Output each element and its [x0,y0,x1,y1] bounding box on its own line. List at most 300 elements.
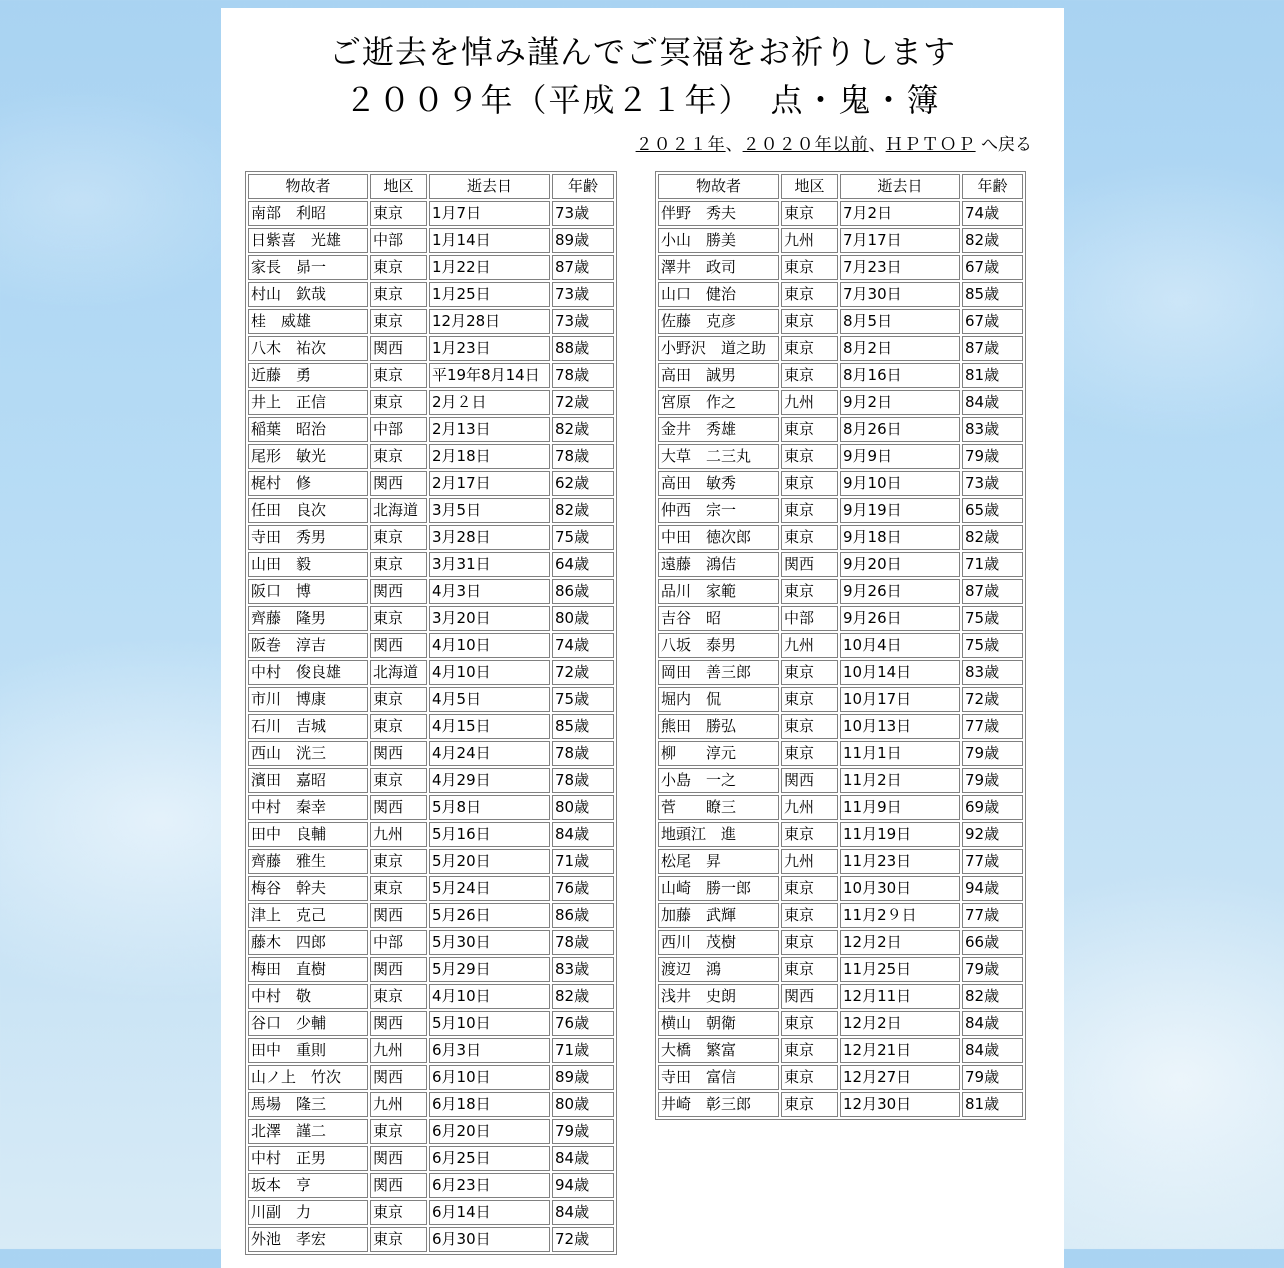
table-row [248,741,614,766]
cell-date-of-death: 4月29日 [429,768,550,793]
cell-deceased-name: 菅 瞭三 [658,795,779,820]
cell-age: 64歳 [552,552,614,577]
table-row [248,1173,614,1198]
table-row [248,255,614,280]
cell-region: 関西 [781,984,838,1009]
cell-age: 84歳 [962,390,1023,415]
cell-region: 東京 [781,660,838,685]
table-row [658,822,1023,847]
cell-deceased-name: 八木 祐次 [248,336,368,361]
cell-date-of-death: 9月26日 [840,579,960,604]
table-row [248,606,614,631]
table-row [248,1092,614,1117]
cell-date-of-death: 12月28日 [429,309,550,334]
cell-age: 79歳 [962,1065,1023,1090]
cell-region: 東京 [781,687,838,712]
cell-region: 九州 [781,228,838,253]
cell-age: 75歳 [962,633,1023,658]
cell-date-of-death: 2月13日 [429,417,550,442]
obituary-table-left [245,171,617,1255]
cell-date-of-death: 12月11日 [840,984,960,1009]
cell-deceased-name: 山崎 勝一郎 [658,876,779,901]
cell-deceased-name: 小野沢 道之助 [658,336,779,361]
cell-date-of-death: 1月23日 [429,336,550,361]
cell-date-of-death: 11月19日 [840,822,960,847]
cell-region: 東京 [370,714,427,739]
cell-date-of-death: 10月13日 [840,714,960,739]
cell-region: 東京 [370,201,427,226]
cell-age: 86歳 [552,903,614,928]
cell-date-of-death: 11月23日 [840,849,960,874]
cell-date-of-death: 10月4日 [840,633,960,658]
cell-deceased-name: 中田 徳次郎 [658,525,779,550]
cell-region: 東京 [781,336,838,361]
cell-age: 77歳 [962,903,1023,928]
table-row [658,417,1023,442]
link-hp-top[interactable]: ＨＰＴＯＰ [885,135,976,155]
cell-age: 75歳 [962,606,1023,631]
cell-age: 87歳 [962,579,1023,604]
cell-age: 84歳 [552,1146,614,1171]
nav-separator: 、 [868,135,886,155]
cell-age: 83歳 [962,660,1023,685]
cell-deceased-name: 阪口 博 [248,579,368,604]
cell-deceased-name: 田中 重則 [248,1038,368,1063]
cell-deceased-name: 山田 毅 [248,552,368,577]
cell-deceased-name: 松尾 昇 [658,849,779,874]
cell-region: 東京 [781,1038,838,1063]
cell-region: 北海道 [370,660,427,685]
cell-region: 東京 [781,957,838,982]
cell-deceased-name: 坂本 亨 [248,1173,368,1198]
cell-deceased-name: 金井 秀雄 [658,417,779,442]
cell-region: 東京 [370,255,427,280]
cell-region: 東京 [781,822,838,847]
cell-region: 中部 [370,228,427,253]
cell-date-of-death: 8月5日 [840,309,960,334]
cell-region: 関西 [370,741,427,766]
cell-deceased-name: 大草 二三丸 [658,444,779,469]
cell-deceased-name: 品川 家範 [658,579,779,604]
table-body-right [658,201,1023,1117]
cell-region: 東京 [781,741,838,766]
cell-age: 84歳 [552,1200,614,1225]
cell-date-of-death: 10月14日 [840,660,960,685]
cell-age: 76歳 [552,1011,614,1036]
cell-age: 84歳 [962,1038,1023,1063]
cell-date-of-death: 12月21日 [840,1038,960,1063]
cell-region: 関西 [781,768,838,793]
cell-deceased-name: 井上 正信 [248,390,368,415]
table-row [658,768,1023,793]
table-header-row [658,174,1023,199]
cell-deceased-name: 寺田 富信 [658,1065,779,1090]
cell-date-of-death: 10月30日 [840,876,960,901]
table-row [658,498,1023,523]
cell-region: 東京 [370,1227,427,1252]
table-row [248,768,614,793]
table-row [248,822,614,847]
table-row [658,309,1023,334]
cell-region: 東京 [370,1119,427,1144]
cell-date-of-death: 5月16日 [429,822,550,847]
table-row [658,579,1023,604]
table-row [248,1146,614,1171]
table-row [658,660,1023,685]
cell-deceased-name: 津上 克己 [248,903,368,928]
table-row [248,1065,614,1090]
cell-age: 62歳 [552,471,614,496]
header-date-of-death: 逝去日 [840,174,960,199]
cell-region: 東京 [781,471,838,496]
cell-deceased-name: 梅田 直樹 [248,957,368,982]
cell-deceased-name: 尾形 敏光 [248,444,368,469]
cell-age: 82歳 [552,498,614,523]
table-row [248,1200,614,1225]
cell-deceased-name: 寺田 秀男 [248,525,368,550]
cell-age: 94歳 [552,1173,614,1198]
cell-date-of-death: 7月17日 [840,228,960,253]
cell-deceased-name: 伴野 秀夫 [658,201,779,226]
cell-date-of-death: 5月20日 [429,849,550,874]
cell-deceased-name: 任田 良次 [248,498,368,523]
cell-age: 82歳 [552,984,614,1009]
page-title: ご逝去を悼み謹んでご冥福をお祈りします [328,33,956,71]
cell-age: 71歳 [552,1038,614,1063]
table-row [248,1227,614,1252]
table-row [248,201,614,226]
cell-age: 84歳 [962,1011,1023,1036]
header-region: 地区 [781,174,838,199]
cell-region: 関西 [370,579,427,604]
cell-deceased-name: 桂 威雄 [248,309,368,334]
cell-region: 東京 [370,606,427,631]
table-row [248,498,614,523]
cell-deceased-name: 渡辺 鴻 [658,957,779,982]
cell-age: 65歳 [962,498,1023,523]
cell-region: 関西 [370,471,427,496]
cell-date-of-death: 6月20日 [429,1119,550,1144]
cell-age: 79歳 [962,444,1023,469]
cell-region: 関西 [781,552,838,577]
cell-date-of-death: 5月30日 [429,930,550,955]
cell-date-of-death: 1月22日 [429,255,550,280]
table-row [248,552,614,577]
cell-date-of-death: 11月9日 [840,795,960,820]
cell-age: 72歳 [552,1227,614,1252]
cell-date-of-death: 12月2日 [840,1011,960,1036]
cell-deceased-name: 西山 洸三 [248,741,368,766]
cell-region: 東京 [781,903,838,928]
cell-region: 九州 [781,795,838,820]
cell-age: 84歳 [552,822,614,847]
cell-age: 80歳 [552,795,614,820]
cell-age: 67歳 [962,255,1023,280]
cell-date-of-death: 6月30日 [429,1227,550,1252]
cell-date-of-death: 4月10日 [429,660,550,685]
table-row [248,876,614,901]
cell-date-of-death: 6月18日 [429,1092,550,1117]
cell-date-of-death: 11月1日 [840,741,960,766]
nav-return-text: へ戻る [975,135,1032,155]
obituary-table-right [655,171,1026,1120]
cell-age: 81歳 [962,1092,1023,1117]
cell-region: 東京 [781,498,838,523]
cell-deceased-name: 谷口 少輔 [248,1011,368,1036]
cell-age: 81歳 [962,363,1023,388]
table-row [658,984,1023,1009]
cell-region: 関西 [370,1146,427,1171]
table-row [658,795,1023,820]
cell-age: 72歳 [552,660,614,685]
cell-region: 東京 [370,984,427,1009]
table-row [248,228,614,253]
cell-date-of-death: 12月2日 [840,930,960,955]
cell-age: 72歳 [962,687,1023,712]
cell-deceased-name: 近藤 勇 [248,363,368,388]
table-row [248,795,614,820]
cell-date-of-death: 2月17日 [429,471,550,496]
cell-age: 73歳 [552,201,614,226]
cell-deceased-name: 仲西 宗一 [658,498,779,523]
cell-deceased-name: 中村 敬 [248,984,368,1009]
cell-date-of-death: 6月23日 [429,1173,550,1198]
cell-deceased-name: 宮原 作之 [658,390,779,415]
cell-region: 九州 [781,849,838,874]
cell-date-of-death: 4月24日 [429,741,550,766]
cell-date-of-death: 8月16日 [840,363,960,388]
cell-deceased-name: 柳 淳元 [658,741,779,766]
table-row [658,876,1023,901]
cell-region: 関西 [370,1173,427,1198]
table-row [658,444,1023,469]
cell-date-of-death: 3月5日 [429,498,550,523]
table-row [658,687,1023,712]
cell-region: 中部 [781,606,838,631]
cell-age: 89歳 [552,1065,614,1090]
cell-age: 82歳 [552,417,614,442]
cell-deceased-name: 日紫喜 光雄 [248,228,368,253]
cell-age: 88歳 [552,336,614,361]
cell-region: 東京 [370,687,427,712]
link-2020-and-before[interactable]: ２０２０年以前 [742,135,869,155]
cell-deceased-name: 市川 博康 [248,687,368,712]
cell-age: 77歳 [962,849,1023,874]
table-row [248,660,614,685]
cell-date-of-death: 2月18日 [429,444,550,469]
cell-date-of-death: 9月9日 [840,444,960,469]
cell-age: 78歳 [552,363,614,388]
cell-deceased-name: 外池 孝宏 [248,1227,368,1252]
cell-age: 74歳 [552,633,614,658]
cell-region: 九州 [370,1092,427,1117]
cell-region: 東京 [781,417,838,442]
table-row [248,417,614,442]
cell-date-of-death: 11月25日 [840,957,960,982]
cell-deceased-name: 田中 良輔 [248,822,368,847]
nav-links [636,134,1032,156]
cell-deceased-name: 遠藤 鴻佶 [658,552,779,577]
cell-age: 69歳 [962,795,1023,820]
cell-date-of-death: 3月28日 [429,525,550,550]
cell-region: 東京 [781,714,838,739]
cell-date-of-death: 6月25日 [429,1146,550,1171]
cell-deceased-name: 熊田 勝弘 [658,714,779,739]
table-row [658,525,1023,550]
cell-age: 82歳 [962,228,1023,253]
table-row [248,849,614,874]
cell-date-of-death: 8月2日 [840,336,960,361]
cell-deceased-name: 高田 敏秀 [658,471,779,496]
table-row [248,984,614,1009]
cell-date-of-death: 9月2日 [840,390,960,415]
cell-deceased-name: 高田 誠男 [658,363,779,388]
cell-region: 北海道 [370,498,427,523]
cell-age: 67歳 [962,309,1023,334]
cell-deceased-name: 加藤 武輝 [658,903,779,928]
cell-region: 九州 [781,390,838,415]
cell-region: 東京 [370,390,427,415]
table-row [248,957,614,982]
cell-deceased-name: 梶村 修 [248,471,368,496]
cell-date-of-death: 8月26日 [840,417,960,442]
table-header-row [248,174,614,199]
table-row [658,849,1023,874]
header-age: 年齢 [962,174,1023,199]
cell-date-of-death: 6月14日 [429,1200,550,1225]
cell-date-of-death: 5月8日 [429,795,550,820]
cell-age: 94歳 [962,876,1023,901]
cell-date-of-death: 9月26日 [840,606,960,631]
cell-age: 77歳 [962,714,1023,739]
cell-deceased-name: 大橋 繁富 [658,1038,779,1063]
cell-deceased-name: 齊藤 隆男 [248,606,368,631]
cell-date-of-death: 5月29日 [429,957,550,982]
cell-date-of-death: 9月18日 [840,525,960,550]
cell-region: 東京 [781,255,838,280]
table-row [248,282,614,307]
table-row [658,1065,1023,1090]
header-date-of-death: 逝去日 [429,174,550,199]
cell-deceased-name: 佐藤 克彦 [658,309,779,334]
cell-age: 79歳 [962,957,1023,982]
table-row [658,606,1023,631]
table-row [658,336,1023,361]
cell-date-of-death: 6月3日 [429,1038,550,1063]
table-row [248,1119,614,1144]
table-row [658,741,1023,766]
cell-region: 九州 [781,633,838,658]
cell-date-of-death: 7月23日 [840,255,960,280]
cell-region: 東京 [781,930,838,955]
cell-date-of-death: 9月20日 [840,552,960,577]
cell-age: 79歳 [552,1119,614,1144]
cell-date-of-death: 2月２日 [429,390,550,415]
cell-date-of-death: 4月5日 [429,687,550,712]
cell-deceased-name: 浅井 史朗 [658,984,779,1009]
cell-age: 78歳 [552,741,614,766]
cell-deceased-name: 馬場 隆三 [248,1092,368,1117]
cell-region: 中部 [370,417,427,442]
table-row [658,633,1023,658]
cell-deceased-name: 齊藤 雅生 [248,849,368,874]
header-region: 地区 [370,174,427,199]
cell-deceased-name: 阪巻 淳吉 [248,633,368,658]
table-row [248,633,614,658]
cell-age: 74歳 [962,201,1023,226]
table-row [658,201,1023,226]
cell-region: 東京 [370,552,427,577]
cell-age: 92歳 [962,822,1023,847]
cell-age: 82歳 [962,984,1023,1009]
cell-age: 86歳 [552,579,614,604]
table-row [658,957,1023,982]
table-row [248,444,614,469]
table-row [248,525,614,550]
cell-date-of-death: 3月20日 [429,606,550,631]
cell-date-of-death: 12月27日 [840,1065,960,1090]
table-row [658,390,1023,415]
table-row [658,282,1023,307]
cell-age: 83歳 [552,957,614,982]
cell-region: 東京 [781,309,838,334]
cell-deceased-name: 小島 一之 [658,768,779,793]
cell-age: 73歳 [552,309,614,334]
cell-date-of-death: 4月10日 [429,984,550,1009]
table-row [658,903,1023,928]
table-body-left [248,201,614,1252]
cell-region: 東京 [781,876,838,901]
table-row [248,714,614,739]
cell-date-of-death: 10月17日 [840,687,960,712]
table-row [248,930,614,955]
cell-region: 東京 [370,849,427,874]
cell-age: 89歳 [552,228,614,253]
table-row [658,1038,1023,1063]
cell-region: 東京 [781,525,838,550]
table-row [658,930,1023,955]
cell-age: 75歳 [552,687,614,712]
cell-date-of-death: 12月30日 [840,1092,960,1117]
table-row [248,1038,614,1063]
cell-age: 75歳 [552,525,614,550]
cell-age: 66歳 [962,930,1023,955]
page-content [221,8,1064,1268]
cell-age: 82歳 [962,525,1023,550]
cell-age: 78歳 [552,930,614,955]
table-row [658,1092,1023,1117]
cell-region: 東京 [370,444,427,469]
cell-age: 85歳 [962,282,1023,307]
cell-deceased-name: 山口 健治 [658,282,779,307]
page-subtitle: ２００９年（平成２１年） 点・鬼・簿 [344,81,941,119]
cell-deceased-name: 地頭江 進 [658,822,779,847]
cell-deceased-name: 中村 正男 [248,1146,368,1171]
cell-age: 79歳 [962,741,1023,766]
header-deceased: 物故者 [248,174,368,199]
cell-region: 関西 [370,336,427,361]
cell-region: 関西 [370,1011,427,1036]
cell-deceased-name: 濱田 嘉昭 [248,768,368,793]
cell-date-of-death: 1月7日 [429,201,550,226]
cell-date-of-death: 5月26日 [429,903,550,928]
link-2021[interactable]: ２０２１年 [635,135,726,155]
cell-region: 東京 [781,579,838,604]
cell-date-of-death: 平19年8月14日 [429,363,550,388]
cell-age: 71歳 [552,849,614,874]
cell-region: 関西 [370,795,427,820]
cell-region: 東京 [781,1011,838,1036]
